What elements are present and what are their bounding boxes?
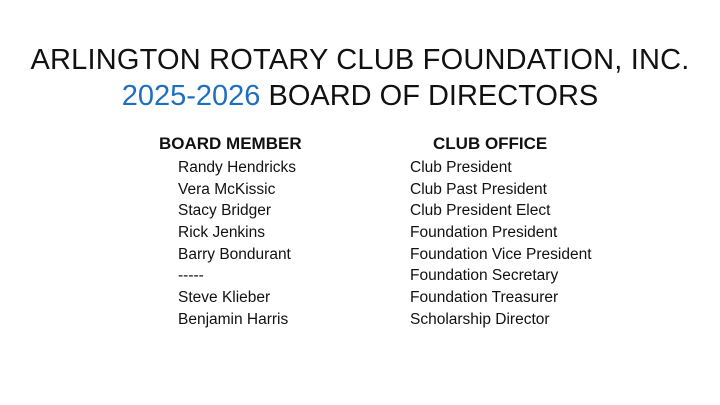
- club-office-list: [410, 157, 592, 331]
- board-member-name: Barry Bondurant: [178, 245, 291, 263]
- title-board: [0, 80, 720, 113]
- title-board-label: BOARD OF DIRECTORS: [260, 80, 599, 112]
- club-office-title: Club President: [410, 159, 512, 176]
- club-office-title: Foundation Secretary: [410, 267, 559, 285]
- club-office-title: Club Past President: [410, 180, 547, 198]
- club-office-title: Scholarship Director: [410, 310, 550, 328]
- title-year: 2025-2026: [121, 80, 261, 112]
- board-member-name: Vera McKissic: [178, 180, 276, 198]
- board-member-header: BOARD MEMBER: [159, 134, 302, 153]
- board-member-name: Rick Jenkins: [178, 224, 265, 242]
- club-office-title: Foundation Treasurer: [410, 289, 559, 307]
- board-member-name: Stacy Bridger: [178, 202, 272, 220]
- club-office-header: CLUB OFFICE: [433, 134, 548, 153]
- board-member-name: -----: [178, 267, 204, 285]
- board-member-name: Randy Hendricks: [178, 159, 297, 176]
- club-office-title: Foundation Vice President: [410, 245, 592, 263]
- club-office-title: Foundation President: [410, 224, 558, 242]
- board-member-list: [178, 157, 296, 331]
- club-office-title: Club President Elect: [410, 202, 551, 220]
- title-organization: ARLINGTON ROTARY CLUB FOUNDATION, INC.: [30, 44, 690, 76]
- board-member-name: Benjamin Harris: [178, 310, 289, 328]
- board-member-name: Steve Klieber: [178, 289, 271, 307]
